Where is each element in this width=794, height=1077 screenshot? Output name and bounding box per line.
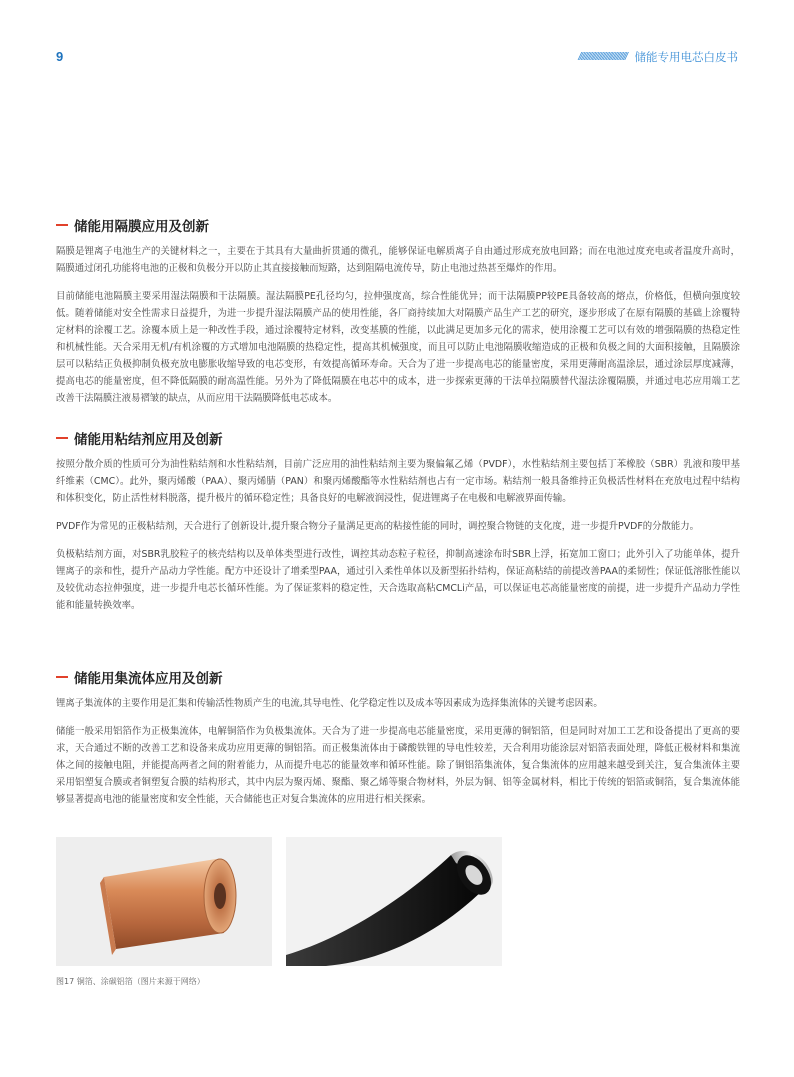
paragraph: 隔膜是锂离子电池生产的关键材料之一，主要在于其具有大量曲折贯通的微孔，能够保证电解质离子自由通过形成充放电回路；而在电池过度充电或者温度升高时，隔膜通过闭孔功能将电池的正极和负极分开以防止其直接接触而短路，达到阻隔电流传导，防止电池过热甚至爆炸的作用。 [56, 246, 740, 274]
figure-caption: 图17 铜箔、涂碳铝箔（图片来源于网络） [56, 977, 205, 986]
section-heading-text: 储能用隔膜应用及创新 [74, 219, 209, 235]
paragraph: PVDF作为常见的正极粘结剂，天合进行了创新设计,提升聚合物分子量满足更高的粘接性能的同时，调控聚合物链的支化度，进一步提升PVDF的分散能力。 [56, 521, 699, 532]
heading-dash-icon [56, 437, 68, 439]
paragraph: 目前储能电池隔膜主要采用湿法隔膜和干法隔膜。湿法隔膜PE孔径均匀，拉伸强度高，综合性能优异；而干法隔膜PP较PE具备较高的熔点，价格低，但横向强度较低。随着储能对安全性需求日益提升，为进一步提升湿法隔膜产品的使用性能，各厂商持续加大对隔膜产品生产工艺的研究，逐步形成了在原有隔膜的基础上涂覆特定材料的涂覆工艺。涂覆本质上是一种改性手段，通过涂覆特定材料，改变基膜的性能，以此满足更加多元化的需求，使用涂覆工艺可以有效的增强隔膜的热稳定性和机械性能。天合采用无机/有机涂覆的方式增加电池隔膜的热稳定性，提高其机械强度，而且可以防止电池隔膜收缩造成的正极和负极之间的大面积接触，且隔膜涂层可以粘结正负极抑制负极充放电膨胀收缩导致的电芯变形，有效提高循环寿命。天合为了进一步提高电芯的能量密度，采用更薄耐高温涂层，通过涂层厚度减薄，提高电芯的能量密度，但不降低隔膜的耐高温性能。另外为了降低隔膜在电芯中的成本，进一步探索更薄的干法单拉隔膜替代湿法涂覆隔膜，并通过电芯应用端工艺改善干法隔膜注液易褶皱的缺点，从而应用干法隔膜降低电芯成本。 [56, 291, 740, 404]
section-heading-text: 储能用粘结剂应用及创新 [74, 432, 223, 448]
section-separator [56, 215, 740, 418]
section-current-collector [56, 667, 740, 819]
section-binder [56, 428, 740, 625]
section-heading-text: 储能用集流体应用及创新 [74, 671, 223, 687]
paragraph: 锂离子集流体的主要作用是汇集和传输活性物质产生的电流,其导电性、化学稳定性以及成本等因素成为选择集流体的关键考虑因素。 [56, 698, 603, 709]
section-heading [56, 215, 740, 235]
paragraph: 负极粘结剂方面，对SBR乳胶粒子的核壳结构以及单体类型进行改性，调控其动态粒子粒径，抑制高速涂布时SBR上浮，拓宽加工窗口；此外引入了功能单体，提升锂离子的亲和性，提升产品动力学性能。配方中还设计了增柔型PAA，通过引入柔性单体以及新型拓扑结构，保证高粘结的前提改善PAA的柔韧性；保证低溶胀性能以及较优动态拉伸强度，进一步提升电芯长循环性能。为了保证浆料的稳定性，天合选取高粘CMCLi产品，可以保证电芯高能量密度的前提，进一步提升产品动力学性能和能量转换效率。 [56, 549, 740, 611]
page-number: 9 [56, 49, 64, 64]
section-heading [56, 428, 740, 448]
page-header [578, 49, 738, 65]
copper-foil-roll-icon [56, 837, 272, 966]
carbon-coated-aluminum-foil-photo [286, 837, 502, 966]
document-title: 储能专用电芯白皮书 [634, 50, 738, 64]
paragraph: 按照分散介质的性质可分为油性粘结剂和水性粘结剂，目前广泛应用的油性粘结剂主要为聚偏氟乙烯（PVDF），水性粘结剂主要包括丁苯橡胶（SBR）乳液和羧甲基纤维素（CMC）。此外，聚丙烯酸（PAA）、聚丙烯腈（PAN）和聚丙烯酸酯等水性粘结剂也占有一定市场。粘结剂一般具备维持正负极活性材料在充放电过程中结构和体积变化，防止活性材料脱落，提升极片的循环稳定性；具备良好的电解液润浸性，促进锂离子在电极和电解液界面传输。 [56, 459, 740, 504]
copper-foil-photo [56, 837, 272, 966]
paragraph: 储能一般采用铝箔作为正极集流体，电解铜箔作为负极集流体。天合为了进一步提高电芯能量密度，采用更薄的铜铝箔，但是同时对加工工艺和设备提出了更高的要求，天合通过不断的改善工艺和设备来成功应用更薄的铜铝箔。而正极集流体由于磷酸铁锂的导电性较差，天合利用功能涂层对铝箔表面处理，降低正极材料和集流体之间的接触电阻，并能提高两者之间的附着能力，从而提升电芯的能量效率和循环性能。除了铜铝箔集流体，复合集流体的应用越来越受到关注，复合集流体主要采用铝塑复合膜或者铜塑复合膜的结构形式，其中内层为聚丙烯、聚酯、聚乙烯等聚合物材料，外层为铜、铝等金属材料，相比于传统的铝箔或铜箔，复合集流体能够显著提高电池的能量密度和安全性能，天合储能也正对复合集流体的应用进行相关探索。 [56, 726, 740, 805]
section-heading [56, 667, 740, 687]
carbon-foil-roll-icon [286, 837, 502, 966]
heading-dash-icon [56, 224, 68, 226]
header-slash-decoration: /////////////////////////////// [578, 51, 627, 63]
heading-dash-icon [56, 676, 68, 678]
